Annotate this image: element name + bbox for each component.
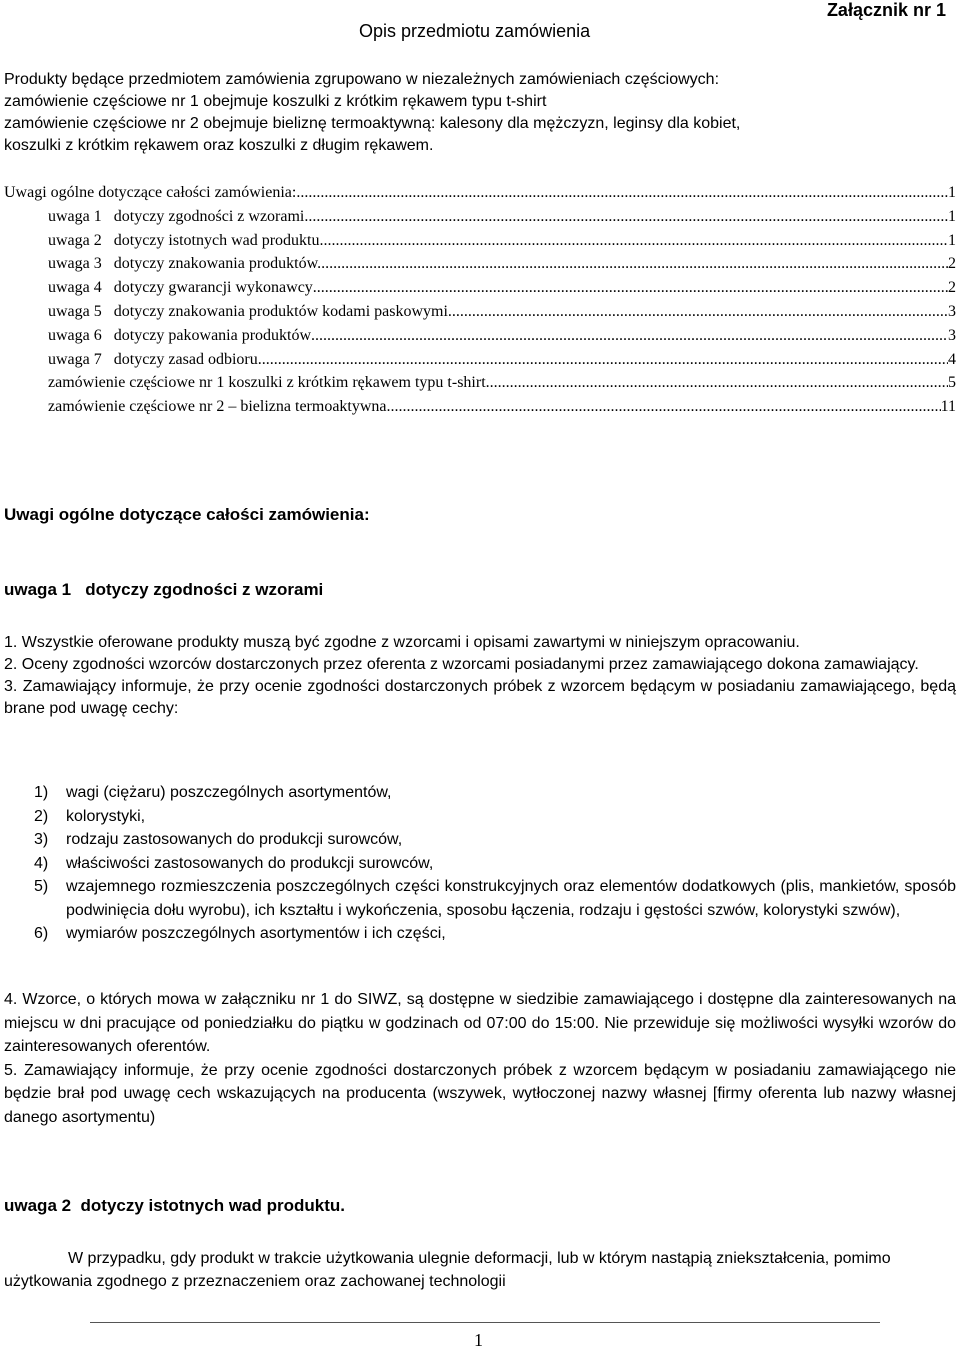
list-item-text: rodzaju zastosowanych do produkcji surowców, — [66, 831, 403, 848]
criteria-list — [4, 781, 956, 946]
list-item — [4, 805, 956, 829]
uwaga1-heading: uwaga 1 dotyczy zgodności z wzorami — [4, 580, 324, 599]
paragraph: 3. Zamawiający informuje, że przy ocenie zgodności dostarczonych próbek z wzorcem będącym w posiadaniu zamawiającego, będą brane pod uwagę cechy: — [4, 678, 956, 717]
toc-leader-dots — [313, 279, 948, 297]
paragraph: 1. Wszystkie oferowane produkty muszą być zgodne z wzorcami i opisami zawartymi w niniejszym opracowaniu. — [4, 634, 800, 651]
toc-entry-label: uwaga 1 dotyczy zgodności z wzorami — [48, 207, 305, 225]
toc-entry-page: 2 — [948, 279, 956, 297]
footer-divider — [90, 1322, 880, 1323]
paragraph: 4. Wzorce, o których mowa w załączniku nr 1 do SIWZ, są dostępne w siedzibie zamawiającego i dostępne dla zainteresowanych na miejscu w dni pracujące od poniedziałku do piątku w godzinach od 07:00 do 15:00. Nie przewiduje się możliwości wysyłki wzorów do zainteresowanych oferentów. — [4, 991, 956, 1055]
paragraph: 5. Zamawiający informuje, że przy ocenie zgodności dostarczonych próbek z wzorcem będącym w posiadaniu zamawiającego nie będzie brał pod uwagę cech wskazujących na producenta (wszywek, wytłoczonej nazwy własnej [firmy oferenta lub nazwy własnej danego asortymentu) — [4, 1061, 956, 1126]
intro-line: zamówienie częściowe nr 1 obejmuje koszulki z krótkim rękawem typu t-shirt — [4, 93, 547, 110]
toc-entry-label: uwaga 5 dotyczy znakowania produktów kodami paskowymi — [48, 302, 448, 320]
toc-entry-page: 5 — [948, 374, 956, 392]
toc-entry[interactable] — [4, 374, 956, 398]
toc-entry[interactable] — [4, 327, 956, 351]
toc-entry[interactable] — [4, 398, 956, 422]
toc-entry-label: Uwagi ogólne dotyczące całości zamówienia: — [4, 184, 297, 201]
toc-leader-dots — [448, 303, 948, 321]
intro-line: zamówienie częściowe nr 2 obejmuje bieliznę termoaktywną: kalesony dla mężczyzn, leginsy dla kobiet, — [4, 115, 741, 132]
list-item-number: 4) — [34, 854, 49, 872]
list-item-text: wagi (ciężaru) poszczególnych asortymentów, — [66, 784, 392, 801]
paragraph: 2. Oceny zgodności wzorców dostarczonych przez oferenta z wzorcami posiadanymi przez zamawiającego dokona zamawiający. — [4, 656, 919, 673]
intro-line: Produkty będące przedmiotem zamówienia zgrupowano w niezależnych zamówieniach częściowych: — [4, 71, 720, 88]
toc-entry-label: zamówienie częściowe nr 2 – bielizna termoaktywna — [48, 398, 387, 416]
toc-entry-page: 2 — [948, 255, 956, 273]
toc-entry-label: uwaga 7 dotyczy zasad odbioru — [48, 350, 258, 368]
toc-leader-dots — [324, 232, 949, 250]
uwaga1-paragraphs-continued — [4, 988, 956, 1129]
toc-entry-label: zamówienie częściowe nr 1 koszulki z krótkim rękawem typu t-shirt — [48, 374, 486, 392]
list-item-number: 3) — [34, 831, 49, 848]
toc-leader-dots — [311, 327, 948, 345]
toc-entry-page: 1 — [948, 184, 956, 201]
annex-label: Załącznik nr 1 — [826, 0, 946, 20]
toc-entry-page: 1 — [948, 207, 956, 225]
toc-entry[interactable] — [4, 232, 956, 256]
table-of-contents — [4, 184, 956, 422]
list-item-text: kolorystyki, — [66, 807, 146, 825]
list-item — [4, 875, 956, 922]
uwaga2-heading: uwaga 2 dotyczy istotnych wad produktu. — [4, 1196, 345, 1215]
intro-paragraph — [4, 69, 956, 157]
list-item-text: wzajemnego rozmieszczenia poszczególnych części konstrukcyjnych oraz elementów dodatkowych (plis, mankietów, sposób podwinięcia dołu wyrobu), ich kształtu i wykończenia, sposobu łączenia, rodzaju i gęstości szwów, kolorystyki szwów), — [66, 878, 956, 919]
list-item — [4, 922, 956, 946]
paragraph: W przypadku, gdy produkt w trakcie użytkowania ulegnie deformacji, lub w którym nastąpią zniekształcenia, pomimo użytkowania zgodnego z przeznaczeniem oraz zachowanej technologii — [4, 1250, 891, 1290]
toc-entry-page: 1 — [948, 231, 956, 249]
toc-entry[interactable] — [4, 208, 956, 232]
list-item — [4, 828, 956, 852]
list-item-number: 2) — [34, 807, 49, 825]
toc-leader-dots — [258, 351, 948, 369]
page-number: 1 — [474, 1330, 483, 1350]
list-item-number: 5) — [34, 878, 49, 895]
list-item-text: wymiarów poszczególnych asortymentów i ich części, — [66, 925, 446, 942]
uwaga2-paragraphs — [4, 1247, 956, 1293]
toc-leader-dots — [304, 208, 948, 226]
toc-leader-dots — [296, 184, 948, 202]
toc-entry-label: uwaga 2 dotyczy istotnych wad produktu. — [48, 231, 324, 249]
list-item — [4, 781, 956, 805]
list-item — [4, 852, 956, 876]
uwaga1-paragraphs — [4, 632, 956, 720]
toc-entry-label: uwaga 6 dotyczy pakowania produktów — [48, 326, 312, 344]
intro-line: koszulki z krótkim rękawem oraz koszulki z długim rękawem. — [4, 137, 434, 154]
toc-leader-dots — [387, 398, 941, 416]
toc-entry-page: 3 — [948, 302, 956, 320]
toc-entry[interactable] — [4, 255, 956, 279]
list-item-number: 1) — [34, 784, 49, 801]
toc-entry[interactable] — [4, 279, 956, 303]
toc-leader-dots — [321, 255, 948, 273]
toc-entry[interactable] — [4, 303, 956, 327]
toc-entry[interactable] — [4, 351, 956, 375]
document-title: Opis przedmiotu zamówienia — [359, 21, 591, 41]
section-heading: Uwagi ogólne dotyczące całości zamówienia: — [4, 505, 370, 524]
toc-entry[interactable] — [4, 184, 956, 208]
toc-leader-dots — [486, 374, 948, 392]
toc-entry-label: uwaga 4 dotyczy gwarancji wykonawcy — [48, 279, 313, 297]
list-item-number: 6) — [34, 925, 49, 942]
list-item-text: właściwości zastosowanych do produkcji surowców, — [66, 854, 434, 872]
toc-entry-page: 3 — [948, 326, 956, 344]
toc-entry-page: 4 — [948, 350, 956, 368]
toc-entry-page: 11 — [940, 398, 956, 416]
toc-entry-label: uwaga 3 dotyczy znakowania produktów. — [48, 255, 322, 273]
